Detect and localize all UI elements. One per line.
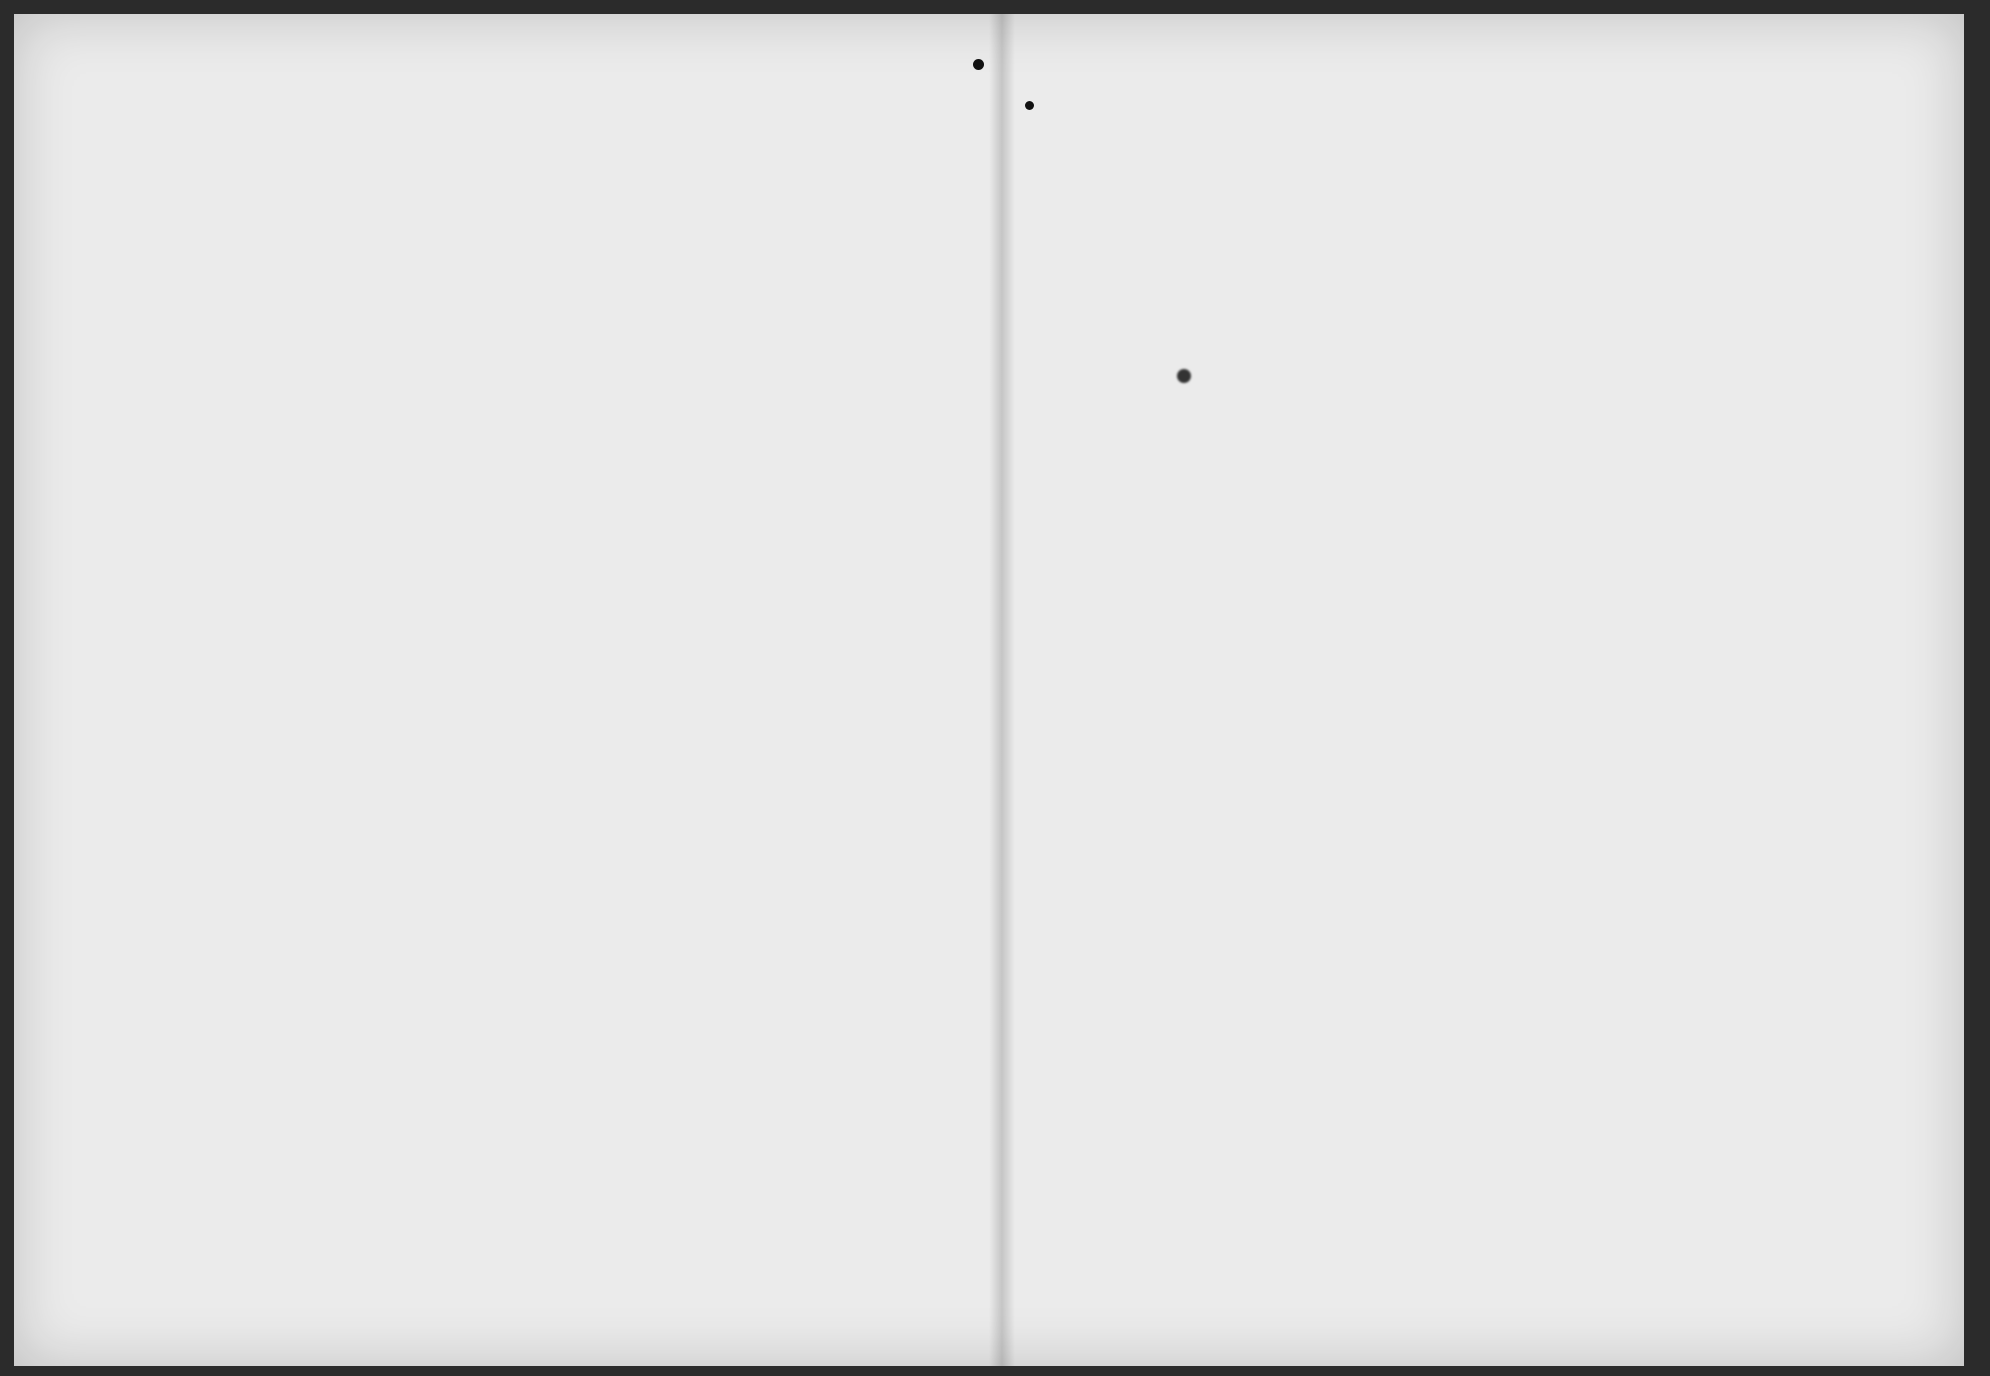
ink-blot [1177, 369, 1191, 383]
form-grid [14, 14, 1964, 1366]
header-reference-no [62, 140, 96, 230]
header-reference-no-right [1912, 140, 1946, 230]
binding-hole [1025, 101, 1034, 110]
binding-hole [973, 59, 984, 70]
logbook-spread [14, 14, 1964, 1366]
